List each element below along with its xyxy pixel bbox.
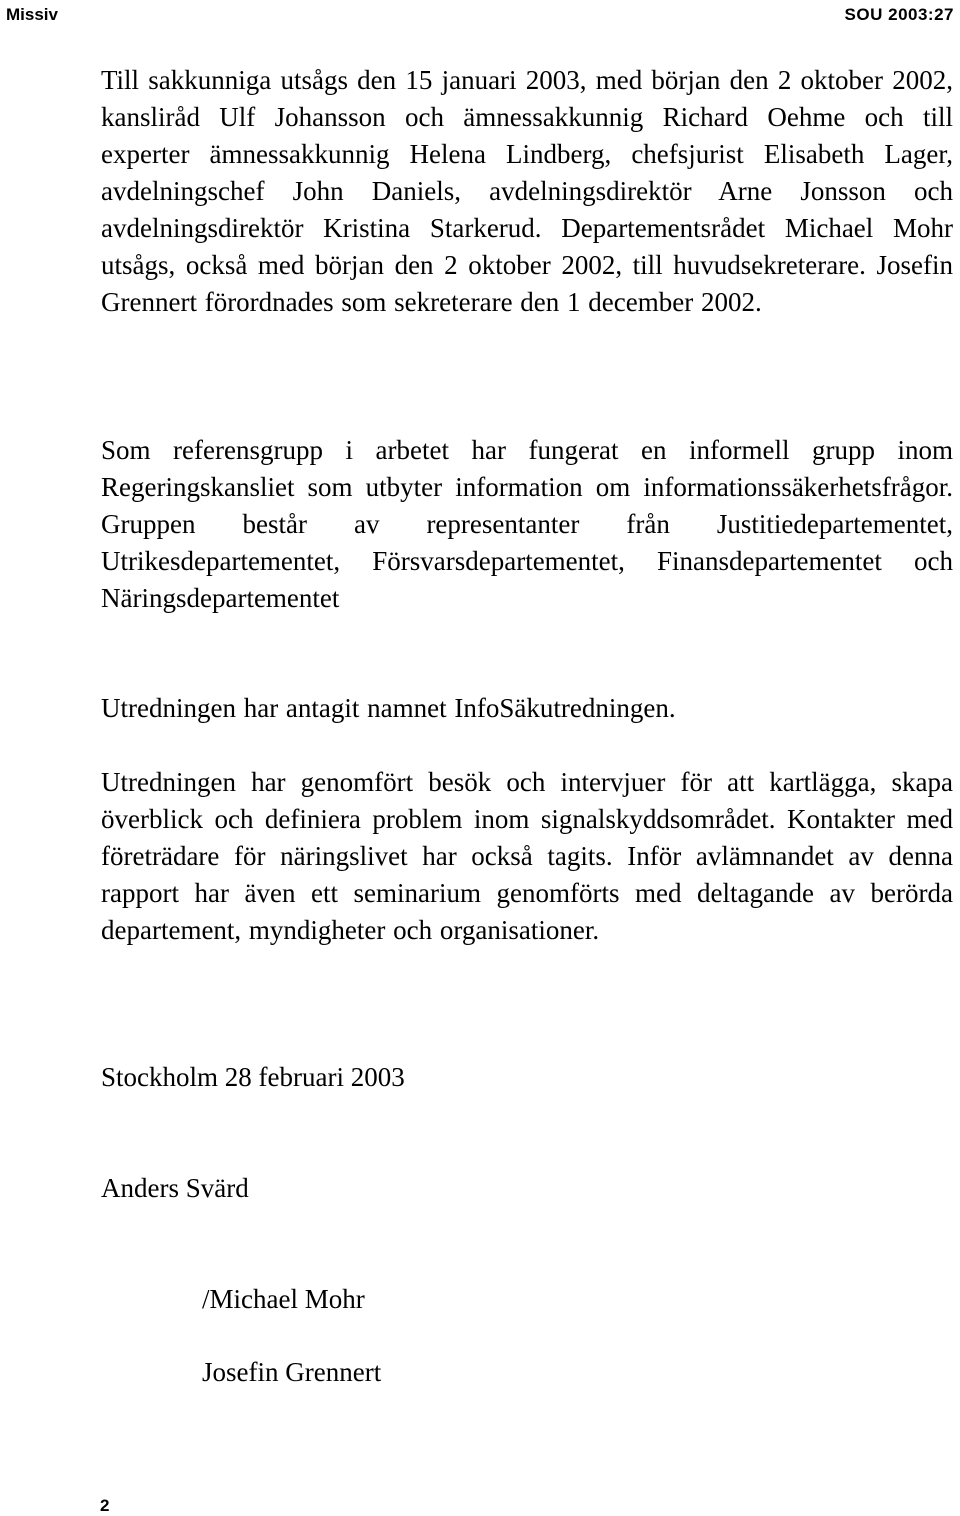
paragraph-reference-group: Som referensgrupp i arbetet har fungerat en informell grupp inom Regeringskansliet som utbyter information om informationssäkerhetsfrågor. Gruppen består av representanter från Justitiedepartementet, Utrikesdepartementet, Försvarsdepartementet, Finansdepartementet och Näringsdepartementet (101, 435, 953, 613)
closing-place-date: Stockholm 28 februari 2003 (101, 1062, 405, 1092)
paragraph-name: Utredningen har antagit namnet InfoSäkutredningen. (101, 693, 676, 723)
closing-signatory: Anders Svärd (101, 1173, 249, 1203)
header-report-id: SOU 2003:27 (844, 5, 954, 24)
paragraph-appointments: Till sakkunniga utsågs den 15 januari 2003, med början den 2 oktober 2002, kansliråd Ulf Johansson och ämnessakkunnig Richard Oehme och till experter ämnessakkunnig Helena Lindberg, chefsjurist Elisabeth Lager, avdelningschef John Daniels, avdelningsdirektör Arne Jonsson och avdelningsdirektör Kristina Starkerud. Departementsrådet Michael Mohr utsågs, också med början den 2 oktober 2002, till huvudsekreterare. Josefin Grennert förordnades som sekreterare den 1 december 2002. (101, 65, 953, 317)
page-number: 2 (100, 1496, 110, 1515)
page-header (0, 0, 960, 30)
closing-co-signer-2: Josefin Grennert (202, 1357, 382, 1387)
closing-co-signer-1: /Michael Mohr (202, 1284, 365, 1314)
header-section-title: Missiv (6, 5, 58, 24)
paragraph-work: Utredningen har genomfört besök och intervjuer för att kartlägga, skapa överblick och definiera problem inom signalskyddsområdet. Kontakter med företrädare för näringslivet har också tagits. Inför avlämnandet av denna rapport har även ett seminarium genomförts med deltagande av berörda departement, myndigheter och organisationer. (101, 767, 953, 945)
